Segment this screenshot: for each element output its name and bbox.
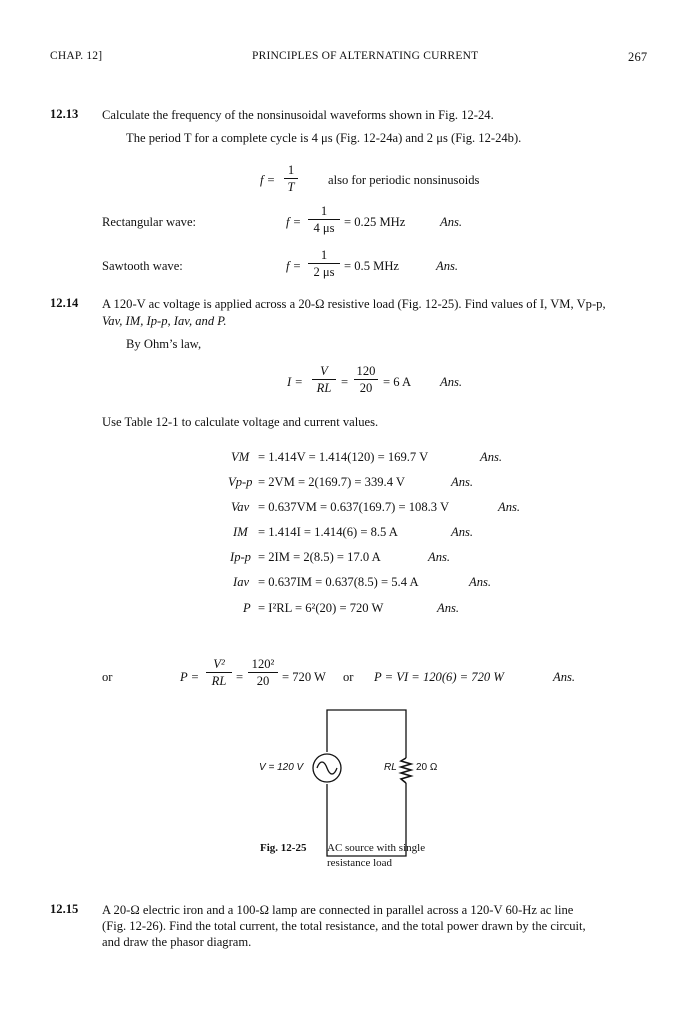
running-header-chapter: CHAP. 12] bbox=[50, 50, 103, 62]
problem-12-15-line3: and draw the phasor diagram. bbox=[102, 935, 252, 949]
rect-result: = 0.25 MHz bbox=[344, 215, 406, 229]
power-den-2: 20 bbox=[256, 674, 270, 688]
sine-wave-icon bbox=[317, 762, 337, 774]
eq-ans: Ans. bbox=[451, 475, 474, 489]
eq-rhs: = 2IM = 2(8.5) = 17.0 A bbox=[258, 550, 381, 564]
formula-f-note: also for periodic nonsinusoids bbox=[328, 173, 480, 187]
eq-rhs: = 1.414V = 1.414(120) = 169.7 V bbox=[258, 450, 429, 464]
ohm-ans: Ans. bbox=[440, 375, 463, 389]
problem-number-12-13: 12.13 bbox=[50, 107, 79, 121]
rect-denominator: 4 μs bbox=[313, 221, 335, 235]
power-den-1: RL bbox=[211, 674, 227, 688]
page-number: 267 bbox=[628, 50, 648, 64]
circuit-diagram bbox=[300, 706, 430, 862]
eq-lhs: Ip-p bbox=[230, 550, 251, 564]
eq-ans: Ans. bbox=[428, 550, 451, 564]
power-or: or bbox=[343, 670, 354, 684]
rect-fraction bbox=[308, 204, 340, 235]
ohm-den-2: 20 bbox=[359, 381, 373, 395]
problem-12-15-line2: (Fig. 12-26). Find the total current, the total resistance, and the total power drawn by the circuit, bbox=[102, 919, 586, 933]
formula-f-lhs: f = bbox=[260, 173, 276, 187]
rect-ans: Ans. bbox=[440, 215, 463, 229]
problem-12-14-question-line2: Vav, IM, Ip-p, Iav, and P. bbox=[102, 314, 227, 328]
problem-12-14-question-line1 bbox=[102, 296, 606, 312]
ohm-den-1: RL bbox=[316, 381, 332, 395]
power-fraction-1 bbox=[206, 657, 232, 688]
eq-ans: Ans. bbox=[437, 601, 460, 615]
ohm-result: = 6 A bbox=[383, 375, 412, 389]
table-intro: Use Table 12-1 to calculate voltage and current values. bbox=[102, 415, 379, 429]
load-label: RL bbox=[384, 762, 397, 773]
power-alt: P = VI = 120(6) = 720 W bbox=[374, 670, 504, 684]
saw-ans: Ans. bbox=[436, 259, 459, 273]
figure-caption bbox=[260, 842, 306, 854]
eq-lhs: Vav bbox=[231, 500, 250, 514]
source-label bbox=[259, 762, 303, 773]
ohm-lhs: I = bbox=[287, 375, 303, 389]
saw-numerator: 1 bbox=[320, 248, 328, 262]
problem-12-13-period-text: The period T for a complete cycle is 4 μs (Fig. 12-24a) and 2 μs (Fig. 12-24b). bbox=[126, 131, 522, 145]
eq-lhs: Iav bbox=[233, 575, 250, 589]
ohm-num-1: V bbox=[320, 364, 328, 378]
eq-lhs: Vp-p bbox=[228, 475, 253, 489]
circuit-top-wire bbox=[327, 710, 406, 758]
problem-12-15-line1: A 20-Ω electric iron and a 100-Ω lamp are connected in parallel across a 120-V 60-Hz ac line bbox=[102, 903, 574, 917]
ohm-fraction-2 bbox=[354, 364, 378, 395]
power-num-2: 120² bbox=[251, 657, 275, 671]
power-num-1: V² bbox=[213, 657, 225, 671]
ohm-num-2: 120 bbox=[356, 364, 376, 378]
rect-numerator: 1 bbox=[320, 204, 328, 218]
eq-rhs: = 2VM = 2(169.7) = 339.4 V bbox=[258, 475, 406, 489]
saw-wave-label: Sawtooth wave: bbox=[102, 259, 183, 273]
ohm-eq: = bbox=[341, 375, 349, 389]
problem-12-13-question: Calculate the frequency of the nonsinusoidal waveforms shown in Fig. 12-24. bbox=[102, 108, 494, 122]
figure-caption-line1: AC source with single bbox=[327, 842, 426, 854]
formula-f-numerator: 1 bbox=[287, 163, 295, 177]
eq-ans: Ans. bbox=[480, 450, 503, 464]
formula-f-fraction bbox=[284, 163, 298, 194]
eq-rhs: = 1.414I = 1.414(6) = 8.5 A bbox=[258, 525, 398, 539]
eq-ans: Ans. bbox=[469, 575, 492, 589]
formula-f-denominator: T bbox=[287, 180, 295, 194]
problem-12-14-q1-end: M, Vp-p, bbox=[559, 297, 606, 311]
power-eq: = bbox=[236, 670, 244, 684]
saw-denominator: 2 μs bbox=[313, 265, 335, 279]
saw-fraction bbox=[308, 248, 340, 279]
figure-caption-line2: resistance load bbox=[327, 857, 393, 869]
load-value: 20 Ω bbox=[416, 762, 438, 773]
figure-caption-number: Fig. 12-25 bbox=[260, 842, 307, 854]
rect-f-lhs: f = bbox=[286, 215, 302, 229]
ohm-intro: By Ohm’s law, bbox=[126, 337, 202, 351]
eq-lhs: IM bbox=[233, 525, 248, 539]
saw-f-lhs: f = bbox=[286, 259, 302, 273]
eq-ans: Ans. bbox=[451, 525, 474, 539]
resistor-symbol bbox=[401, 758, 411, 783]
saw-result: = 0.5 MHz bbox=[344, 259, 400, 273]
eq-lhs: VM bbox=[231, 450, 250, 464]
problem-number-12-14: 12.14 bbox=[50, 296, 79, 310]
problem-number-12-15: 12.15 bbox=[50, 902, 79, 916]
eq-lhs: P bbox=[243, 601, 251, 615]
or-label: or bbox=[102, 670, 113, 684]
ohm-fraction-1 bbox=[312, 364, 336, 395]
source-label-text: V = 120 V bbox=[259, 762, 304, 773]
power-fraction-2 bbox=[248, 657, 278, 688]
rect-wave-label: Rectangular wave: bbox=[102, 215, 197, 229]
running-header-title: PRINCIPLES OF ALTERNATING CURRENT bbox=[252, 50, 479, 62]
eq-rhs: = 0.637IM = 0.637(8.5) = 5.4 A bbox=[258, 575, 419, 589]
power-result: = 720 W bbox=[282, 670, 326, 684]
eq-rhs: = I²RL = 6²(20) = 720 W bbox=[258, 601, 384, 615]
eq-ans: Ans. bbox=[498, 500, 521, 514]
eq-rhs: = 0.637VM = 0.637(169.7) = 108.3 V bbox=[258, 500, 450, 514]
power-ans: Ans. bbox=[553, 670, 576, 684]
power-lhs: P = bbox=[180, 670, 200, 684]
problem-12-14-q1-text: A 120-V ac voltage is applied across a 20-Ω resistive load (Fig. 12-25). Find values of I, V bbox=[102, 297, 560, 311]
